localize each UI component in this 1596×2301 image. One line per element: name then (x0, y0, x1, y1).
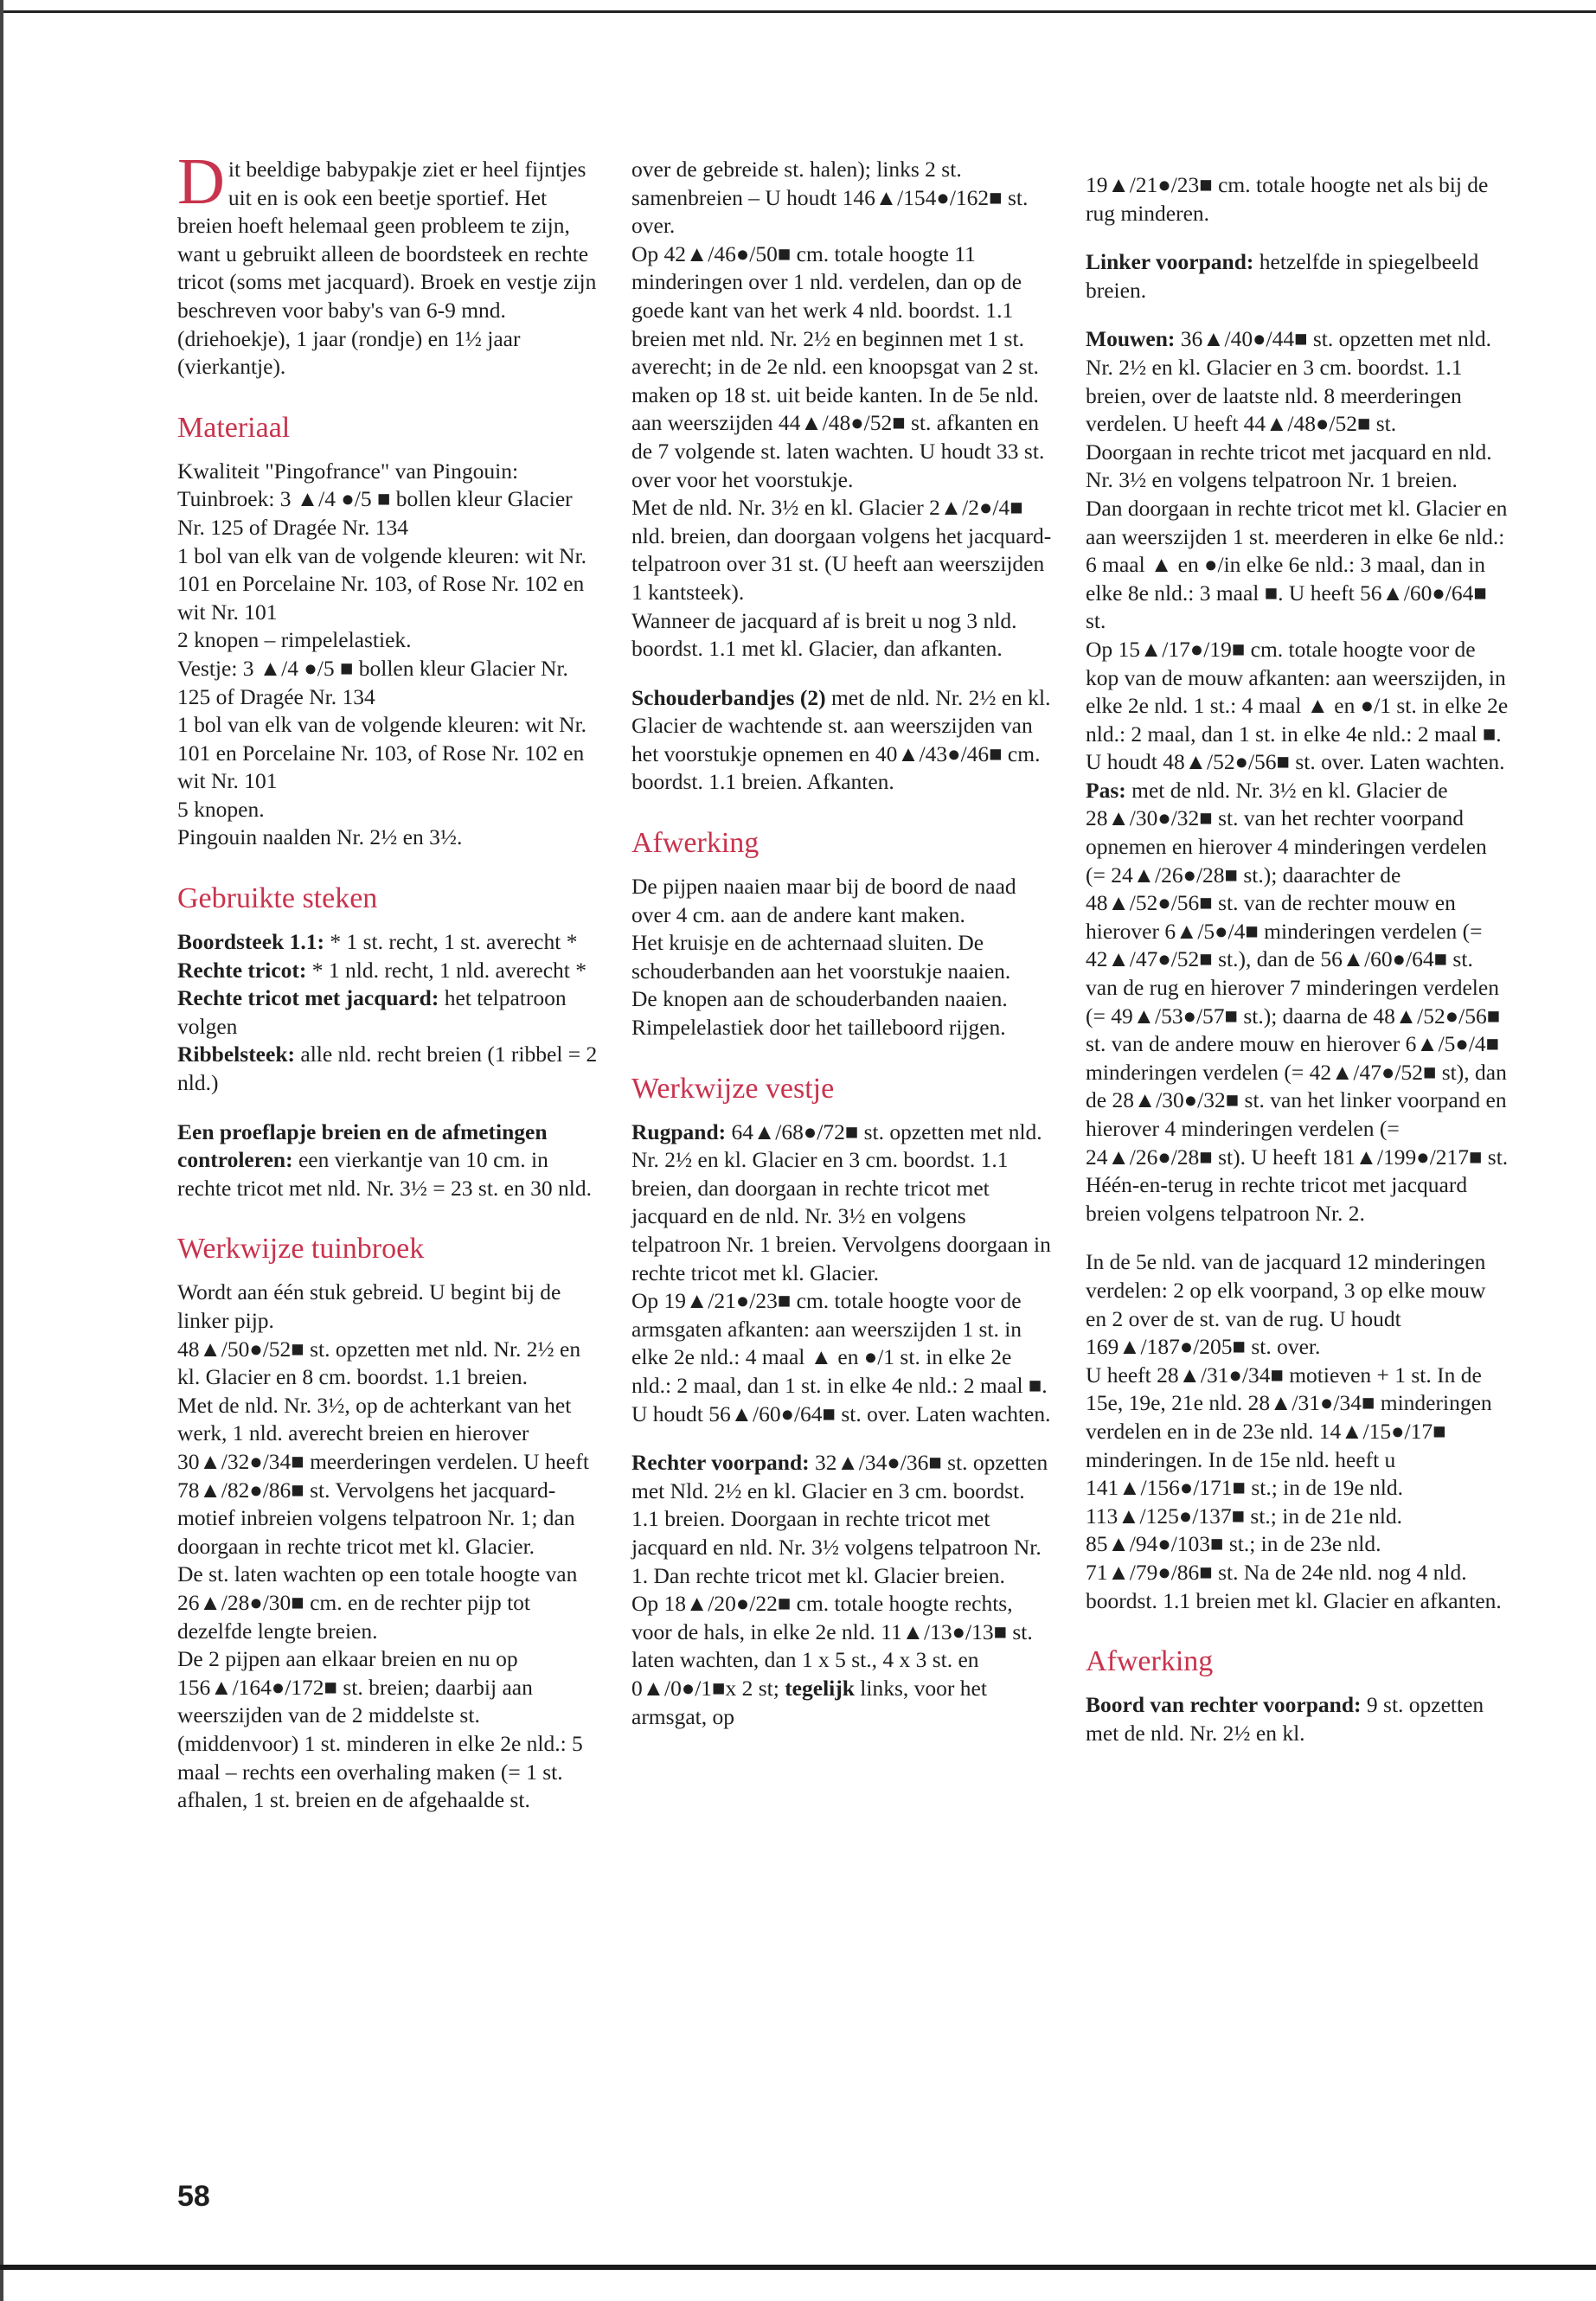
boord-label: Boord van rechter voorpand: (1086, 1692, 1362, 1718)
materiaal-line: 1 bol van elk van de volgende kleuren: wit Nr. 101 en Porcelaine Nr. 103, of Rose Nr. 102 en wit Nr. 101 (177, 542, 587, 625)
steek-label: Ribbelsteek: (177, 1042, 295, 1067)
tuinbroek-paragraph: Met de nld. Nr. 3½ en kl. Glacier 2▲/2●/4■ nld. breien, dan doorgaan volgens het jacquard-telpatroon over 31 st. (U heeft aan weerszijden 1 kantsteek). (631, 495, 1052, 605)
afwerking-paragraph: Het kruisje en de achternaad sluiten. De schouderbanden aan het voorstukje naaien. (631, 930, 1011, 984)
schouderbandjes-text: met de nld. Nr. 2½ en kl. Glacier de wachtende st. aan weerszijden van het voorstukje opnemen en 40▲/43●/46■ cm. boordst. 1.1 breien. Afkanten. (631, 684, 1051, 795)
linker-voorpand-label: Linker voorpand: (1086, 249, 1254, 275)
steek-text: * 1 nld. recht, 1 nld. averecht * (306, 957, 586, 983)
materiaal-line: 5 knopen. (177, 796, 265, 822)
linker-voorpand-paragraph (1086, 248, 1509, 304)
jacquard-paragraph: U heeft 28▲/31●/34■ motieven + 1 st. In de 15e, 19e, 21e nld. 28▲/31●/34■ minderingen verdelen en in de 23e nld. 14▲/15●/17■ minderingen. In de 15e nld. heeft u 141▲/156●/171■ st.; in de 19e nld. 113▲/125●/137■ st.; in de 21e nld. 85▲/94●/103■ st.; in de 23e nld. 71▲/79●/86■ st. Na de 24e nld. nog 4 nld. boordst. 1.1 breien met kl. Glacier en afkanten. (1086, 1362, 1502, 1613)
heading-gebruikte-steken: Gebruikte steken (177, 882, 378, 915)
steek-label: Rechte tricot: (177, 957, 307, 983)
proeflapje-text: een vierkantje van 10 cm. in rechte tricot met nld. Nr. 3½ = 23 st. en 30 nld. (177, 1147, 592, 1201)
schouderbandjes-label: Schouderbandjes (2) (631, 684, 826, 710)
intro-paragraph (177, 145, 601, 381)
rechter-voorpand-label: Rechter voorpand: (631, 1450, 810, 1476)
pas-label: Pas: (1086, 777, 1126, 803)
tuinbroek-paragraph: Op 42▲/46●/50■ cm. totale hoogte 11 minderingen over 1 nld. verdelen, dan op de goede kant van het werk 4 nld. boordst. 1.1 breien met nld. Nr. 2½ en beginnen met 1 st. averecht; in de 2e nld. een knoopsgat van 2 st. maken op 18 st. uit beide kanten. In de 5e nld. aan weerszijden 44▲/48●/52■ st. afkanten en de 7 volgende st. laten wachten. U houdt 33 st. over voor het voorstukje. (631, 240, 1045, 492)
tuinbroek-paragraph: Wanneer de jacquard af is breit u nog 3 nld. boordst. 1.1 met kl. Glacier, dan afkanten. (631, 607, 1017, 662)
tuinbroek-paragraph: De st. laten wachten op een totale hoogte van 26▲/28●/30■ cm. en de rechter pijp tot dezelfde lengte breien. (177, 1561, 578, 1644)
steek-text: * 1 st. recht, 1 st. averecht * (324, 929, 578, 955)
voorpand-paragraph: 19▲/21●/23■ cm. totale hoogte net als bij de rug minderen. (1086, 172, 1489, 226)
steek-item (177, 957, 601, 985)
materiaal-line: Kwaliteit "Pingofrance" van Pingouin: (177, 458, 519, 484)
mouwen-paragraph: Doorgaan in rechte tricot met jacquard en nld. Nr. 3½ en volgens telpatroon Nr. 1 breien. (1086, 439, 1492, 493)
rechter-voorpand-paragraph (631, 1449, 1055, 1590)
mouwen-label: Mouwen: (1086, 326, 1176, 352)
mouwen-paragraph (1086, 325, 1509, 438)
steek-text: alle nld. recht breien (1 ribbel = 2 nld.) (177, 1042, 598, 1096)
column-2 (631, 156, 1055, 1731)
tuinbroek-paragraph: Met de nld. Nr. 3½, op de achterkant van het werk, 1 nld. averecht breien en hierover 30▲/32●/34■ meerderingen verdelen. U heeft 78▲/82●/86■ st. Vervolgens het jacquard-motief inbreien volgens telpatroon Nr. 1; dan doorgaan in rechte tricot met kl. Glacier. (177, 1392, 589, 1559)
materiaal-line: 1 bol van elk van de volgende kleuren: wit Nr. 101 en Porcelaine Nr. 103, of Rose Nr. 102 en wit Nr. 101 (177, 712, 587, 794)
drop-cap: D (177, 145, 225, 218)
page-number: 58 (177, 2180, 210, 2213)
column-1 (177, 145, 601, 1815)
bottom-border (0, 2265, 1596, 2270)
afwerking-paragraph: De knopen aan de schouderbanden naaien. Rimpelelastiek door het tailleboord rijgen. (631, 986, 1008, 1041)
rugpand-text: 64▲/68●/72■ st. opzetten met nld. Nr. 2½ en kl. Glacier en 3 cm. boordst. 1.1 breien, dan doorgaan in rechte tricot met jacquard en de nld. Nr. 3½ en volgens telpatroon Nr. 1 breien. Vervolgens doorgaan in rechte tricot met kl. Glacier. (631, 1118, 1051, 1285)
left-edge (0, 0, 3, 2301)
heading-werkwijze-vestje: Werkwijze vestje (631, 1072, 835, 1105)
tuinbroek-paragraph: De 2 pijpen aan elkaar breien en nu op 156▲/164●/172■ st. breien; daarbij aan weerszijden van de 2 middelste st. (middenvoor) 1 st. minderen in elke 2e nld.: 5 maal – rechts een overhaling maken (= 1 st. afhalen, 1 st. breien en de afgehaalde st. (177, 1646, 583, 1813)
mouwen-paragraph: Op 15▲/17●/19■ cm. totale hoogte voor de kop van de mouw afkanten: aan weerszijden, in elke 2e nld. 1 st.: 4 maal ▲ en ●/1 st. in elke 2e nld.: 2 maal, dan 1 st. in elke 4e nld.: 2 maal ■. U houdt 48▲/52●/56■ st. over. Laten wachten. (1086, 636, 1509, 775)
heading-materiaal: Materiaal (177, 411, 291, 444)
rechter-voorpand-text: links, voor het armsgat, op (631, 1675, 987, 1729)
tuinbroek-paragraph: over de gebreide st. halen); links 2 st. samenbreien – U houdt 146▲/154●/162■ st. over. (631, 157, 1029, 239)
materiaal-line: Pingouin naalden Nr. 2½ en 3½. (177, 824, 463, 850)
steek-item (177, 984, 601, 1041)
tegelijk-label: tegelijk (785, 1675, 855, 1701)
intro-text: it beeldige babypakje ziet er heel fijntjes uit en is ook een beetje sportief. Het breien hoeft helemaal geen probleem te zijn, want u gebruikt alleen de boordsteek en rechte tricot (soms met jacquard). Broek en vestje zijn beschreven voor baby's van 6-9 mnd. (driehoekje), 1 jaar (rondje) en 1½ jaar (vierkantje). (177, 157, 597, 380)
top-border (0, 10, 1596, 13)
boord-text: 9 st. opzetten met de nld. Nr. 2½ en kl. (1086, 1692, 1484, 1746)
rechter-voorpand-text: 32▲/34●/36■ st. opzetten met Nld. 2½ en kl. Glacier en 3 cm. boordst. 1.1 breien. Doorgaan in rechte tricot met jacquard en nld. Nr. 3½ volgens telpatroon Nr. 1. Dan rechte tricot met kl. Glacier breien. (631, 1450, 1048, 1588)
rugpand-label: Rugpand: (631, 1118, 727, 1144)
tuinbroek-paragraph: Wordt aan één stuk gebreid. U begint bij de linker pijp. (177, 1279, 561, 1333)
jacquard-paragraph: In de 5e nld. van de jacquard 12 minderingen verdelen: 2 op elk voorpand, 3 op elke mouw en 2 over de st. van de rug. U houdt 169▲/187●/205■ st. over. (1086, 1249, 1486, 1360)
tuinbroek-paragraph: 48▲/50●/52■ st. opzetten met nld. Nr. 2½ en kl. Glacier en 8 cm. boordst. 1.1 breien. (177, 1336, 581, 1390)
pas-text: met de nld. Nr. 3½ en kl. Glacier de 28▲/30●/32■ st. van het rechter voorpand opnemen en hierover 4 minderingen verdelen (= 24▲/26●/28■ st.); daarachter de 48▲/52●/56■ st. van de rechter mouw en hierover 6▲/5●/4■ minderingen verdelen (= 42▲/47●/52■ st.), dan de 56▲/60●/64■ st. van de rug en hierover 7 minderingen verdelen (= 49▲/53●/57■ st.); daarna de 48▲/52●/56■ st. van de andere mouw en hierover 6▲/5●/4■ minderingen verdelen (= 42▲/47●/52■ st), dan de 28▲/30●/32■ st. van het linker voorpand en hierover 4 minderingen verdelen (= 24▲/26●/28■ st). U heeft 181▲/199●/217■ st. (1086, 777, 1509, 1170)
rugpand-paragraph: Op 19▲/21●/23■ cm. totale hoogte voor de armsgaten afkanten: aan weerszijden 1 st. in elke 2e nld.: 4 maal ▲ en ●/1 st. in elke 2e nld.: 2 maal, dan 1 st. in elke 4e nld.: 2 maal ■. U houdt 56▲/60●/64■ st. over. Laten wachten. (631, 1288, 1051, 1426)
proeflapje-label: Een proeflapje breien en de afmetingen controleren: (177, 1118, 548, 1173)
boord-paragraph (1086, 1691, 1509, 1747)
rugpand-paragraph (631, 1118, 1055, 1288)
steek-text: het telpatroon volgen (177, 985, 567, 1039)
steek-label: Boordsteek 1.1: (177, 929, 324, 955)
heading-werkwijze-tuinbroek: Werkwijze tuinbroek (177, 1233, 425, 1266)
linker-voorpand-text: hetzelfde in spiegelbeeld breien. (1086, 249, 1479, 303)
mouwen-text: 36▲/40●/44■ st. opzetten met nld. Nr. 2½ en kl. Glacier en 3 cm. boordst. 1.1 breien, over de laatste nld. 8 meerderingen verdelen. U heeft 44▲/48●/52■ st. (1086, 326, 1491, 437)
mouwen-paragraph: Dan doorgaan in rechte tricot met kl. Glacier en aan weerszijden 1 st. meerderen in elke 6e nld.: 6 maal ▲ en ●/in elke 6e nld.: 3 maal, dan in elke 8e nld.: 3 maal ■. U heeft 56▲/60●/64■ st. (1086, 495, 1508, 634)
steek-item (177, 1041, 601, 1097)
materiaal-line: Vestje: 3 ▲/4 ●/5 ■ bollen kleur Glacier Nr. 125 of Dragée Nr. 134 (177, 655, 568, 709)
steek-item (177, 928, 601, 957)
heading-afwerking: Afwerking (631, 827, 760, 860)
proeflapje-paragraph (177, 1118, 601, 1203)
rechter-voorpand-text: Op 18▲/20●/22■ cm. totale hoogte rechts, voor de hals, in elke 2e nld. 11▲/13●/13■ st. laten wachten, dan 1 x 5 st., 4 x 3 st. en 0▲/0●/1■x 2 st; (631, 1591, 1033, 1701)
rechter-voorpand-paragraph (631, 1590, 1055, 1731)
pas-paragraph: Héén-en-terug in rechte tricot met jacquard breien volgens telpatroon Nr. 2. (1086, 1172, 1468, 1226)
column-3 (1086, 171, 1509, 1747)
schouderbandjes-paragraph (631, 684, 1055, 797)
materiaal-line: Tuinbroek: 3 ▲/4 ●/5 ■ bollen kleur Glacier Nr. 125 of Dragée Nr. 134 (177, 486, 573, 540)
materiaal-line: 2 knopen – rimpelelastiek. (177, 627, 412, 653)
pas-paragraph (1086, 777, 1509, 1171)
afwerking-paragraph: De pijpen naaien maar bij de boord de naad over 4 cm. aan de andere kant maken. (631, 874, 1016, 927)
steek-label: Rechte tricot met jacquard: (177, 985, 439, 1011)
heading-afwerking-vestje: Afwerking (1086, 1645, 1214, 1678)
